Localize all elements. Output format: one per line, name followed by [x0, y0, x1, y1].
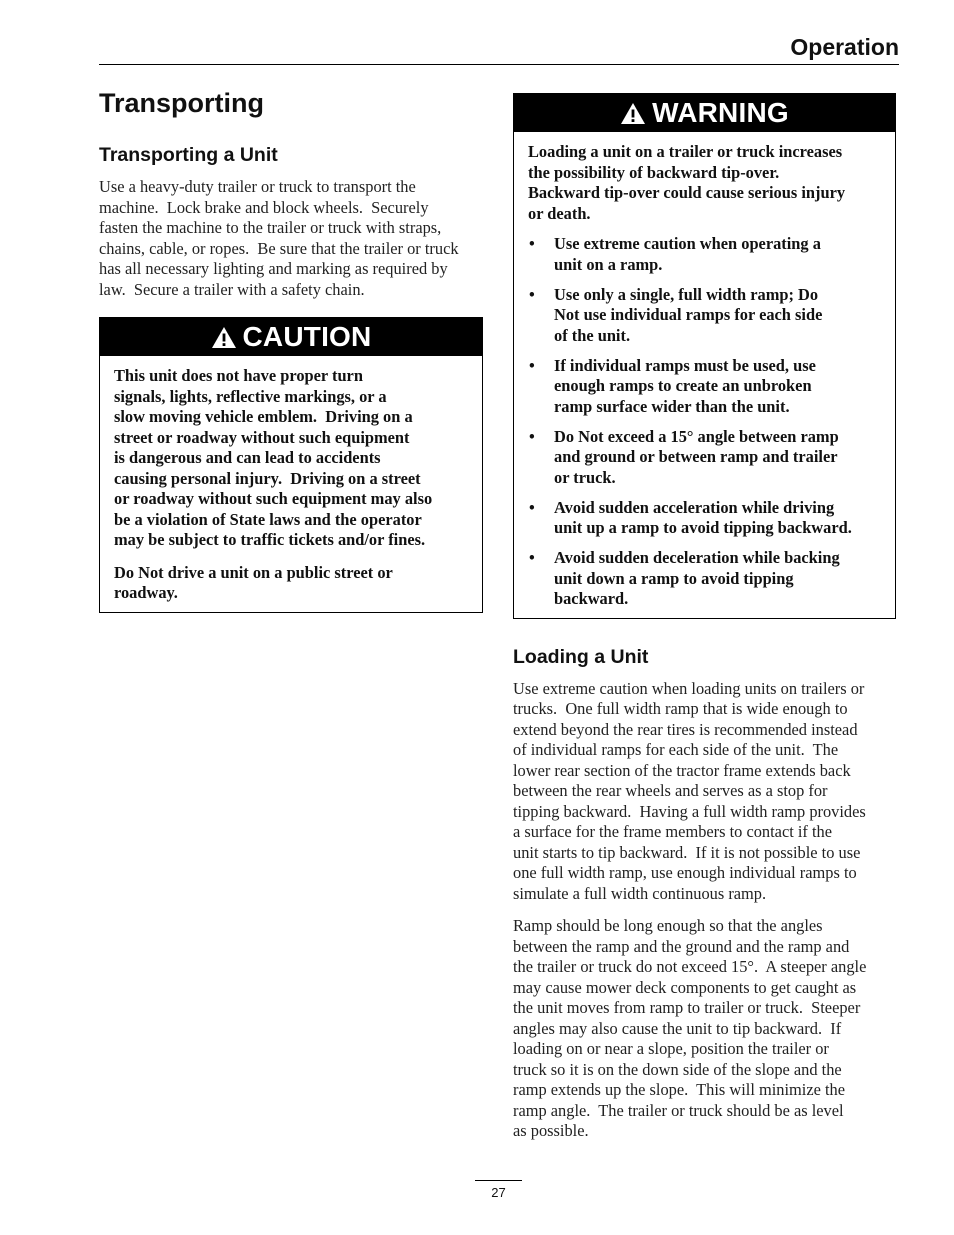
- bullet-dot: •: [529, 234, 535, 253]
- text-line: ramp angle. The trailer or truck should be as level: [513, 1100, 844, 1120]
- text-line: or death.: [528, 203, 591, 223]
- text-line: Avoid sudden deceleration while backing: [554, 548, 840, 567]
- text-line: trucks. One full width ramp that is wide enough to: [513, 699, 848, 718]
- warning-bullet-text: [554, 356, 816, 416]
- text-line: unit up a ramp to avoid tipping backward.: [554, 518, 852, 537]
- warning-bullet-text: [554, 427, 839, 487]
- warning-bullet-list: [528, 234, 881, 610]
- text-line: the unit moves from ramp to trailer or truck. Steeper: [513, 998, 861, 1017]
- text-line: unit down a ramp to avoid tipping: [554, 568, 794, 588]
- text-line: and ground or between ramp and trailer: [554, 447, 838, 466]
- text-line: Use extreme caution when operating a: [554, 234, 821, 253]
- transporting-unit-heading: Transporting a Unit: [99, 144, 278, 166]
- loading-unit-text: [513, 679, 899, 905]
- text-line: enough ramps to create an unbroken: [554, 376, 812, 395]
- text-line: street or roadway without such equipment: [114, 427, 410, 447]
- text-line: truck so it is on the down side of the slope and the: [513, 1059, 842, 1079]
- text-line: Loading a unit on a trailer or truck increases: [528, 142, 843, 161]
- text-line: Use a heavy-duty trailer or truck to transport the: [99, 177, 416, 196]
- warning-label: WARNING: [652, 97, 789, 128]
- warning-bullet-text: [554, 548, 840, 608]
- text-line: Do Not exceed a 15° angle between ramp: [554, 426, 839, 446]
- text-line: be a violation of State laws and the operator: [114, 509, 422, 529]
- text-line: Avoid sudden acceleration while driving: [554, 497, 835, 517]
- text-line: lower rear section of the tractor frame extends back: [513, 760, 851, 780]
- text-line: Backward tip-over could cause serious injury: [528, 183, 846, 202]
- text-line: angles may also cause the unit to tip backward. If: [513, 1018, 842, 1038]
- text-line: of the unit.: [554, 325, 631, 345]
- caution-text: [114, 366, 468, 551]
- text-line: machine. Lock brake and block wheels. Securely: [99, 197, 429, 217]
- text-line: may be subject to traffic tickets and/or fines.: [114, 530, 426, 549]
- bullet-dot: •: [529, 355, 535, 375]
- caution-banner: [100, 318, 482, 356]
- text-line: of individual ramps for each side of the unit. The: [513, 740, 839, 759]
- text-line: fasten the machine to the trailer or truck with straps,: [99, 218, 442, 237]
- left-column: [99, 142, 483, 613]
- text-line: roadway.: [114, 583, 178, 602]
- text-line: extend beyond the rear tires is recommended instead: [513, 719, 858, 739]
- warning-bullet-text: [554, 234, 821, 274]
- text-line: Use extreme caution when loading units on trailers or: [513, 678, 865, 698]
- text-line: simulate a full width continuous ramp.: [513, 883, 767, 903]
- warning-bullet-text: [554, 285, 822, 345]
- transporting-unit-text: [99, 177, 483, 300]
- text-line: ramp surface wider than the unit.: [554, 396, 790, 416]
- header-rule: [99, 64, 899, 65]
- text-line: the possibility of backward tip-over.: [528, 162, 780, 182]
- text-line: has all necessary lighting and marking as required by: [99, 259, 448, 278]
- text-line: Do Not drive a unit on a public street or: [114, 562, 393, 582]
- text-line: tipping backward. Having a full width ramp provides: [513, 801, 866, 821]
- text-line: or roadway without such equipment may also: [114, 489, 433, 508]
- text-line: slow moving vehicle emblem. Driving on a: [114, 407, 413, 426]
- text-line: loading on or near a slope, position the trailer or: [513, 1039, 829, 1058]
- bullet-dot: •: [529, 497, 535, 517]
- text-line: unit on a ramp.: [554, 254, 663, 274]
- caution-box: [99, 317, 483, 613]
- loading-unit-ramp-text: [513, 916, 899, 1142]
- text-line: Not use individual ramps for each side: [554, 305, 823, 324]
- text-line: signals, lights, reflective markings, or a: [114, 386, 387, 406]
- text-line: a surface for the frame members to contact if the: [513, 822, 833, 841]
- text-line: may cause mower deck components to get caught as: [513, 977, 857, 997]
- caution-instruction: [114, 563, 468, 604]
- text-line: as possible.: [513, 1121, 589, 1140]
- text-line: Ramp should be long enough so that the angles: [513, 916, 823, 935]
- text-line: or truck.: [554, 467, 616, 487]
- bullet-dot: •: [529, 284, 535, 304]
- section-header: Operation: [790, 34, 899, 60]
- text-line: chains, cable, or ropes. Be sure that the trailer or truck: [99, 238, 459, 258]
- warning-triangle-icon: [620, 102, 646, 125]
- text-line: Use only a single, full width ramp; Do: [554, 284, 819, 304]
- warning-box: [513, 93, 896, 619]
- warning-bullet: [528, 234, 881, 275]
- warning-bullet: [528, 285, 881, 347]
- text-line: If individual ramps must be used, use: [554, 355, 816, 375]
- text-line: backward.: [554, 589, 629, 608]
- page-title: Transporting: [99, 88, 265, 118]
- bullet-dot: •: [529, 548, 535, 567]
- warning-banner: [514, 94, 895, 132]
- page-number-rule: [475, 1180, 522, 1181]
- text-line: is dangerous and can lead to accidents: [114, 448, 381, 467]
- bullet-dot: •: [529, 426, 535, 446]
- text-line: causing personal injury. Driving on a street: [114, 468, 421, 488]
- warning-bullet: [528, 498, 881, 539]
- warning-intro: [528, 142, 881, 224]
- warning-bullet-text: [554, 498, 852, 538]
- text-line: ramp extends up the slope. This will minimize the: [513, 1080, 846, 1099]
- text-line: between the ramp and the ground and the ramp and: [513, 936, 850, 956]
- caution-label: CAUTION: [242, 321, 372, 352]
- text-line: between the rear wheels and serves as a stop for: [513, 781, 828, 800]
- warning-bullet: [528, 427, 881, 489]
- text-line: the trailer or truck do not exceed 15°. A steeper angle: [513, 957, 867, 976]
- text-line: one full width ramp, use enough individual ramps to: [513, 863, 857, 882]
- text-line: unit starts to tip backward. If it is not possible to use: [513, 842, 861, 862]
- right-column: [513, 93, 899, 1142]
- warning-bullet: [528, 548, 881, 610]
- page-number: 27: [491, 1185, 506, 1200]
- warning-triangle-icon: [211, 326, 237, 349]
- text-line: This unit does not have proper turn: [114, 366, 363, 385]
- loading-unit-heading: Loading a Unit: [513, 645, 649, 668]
- warning-bullet: [528, 356, 881, 418]
- text-line: law. Secure a trailer with a safety chain.: [99, 279, 365, 299]
